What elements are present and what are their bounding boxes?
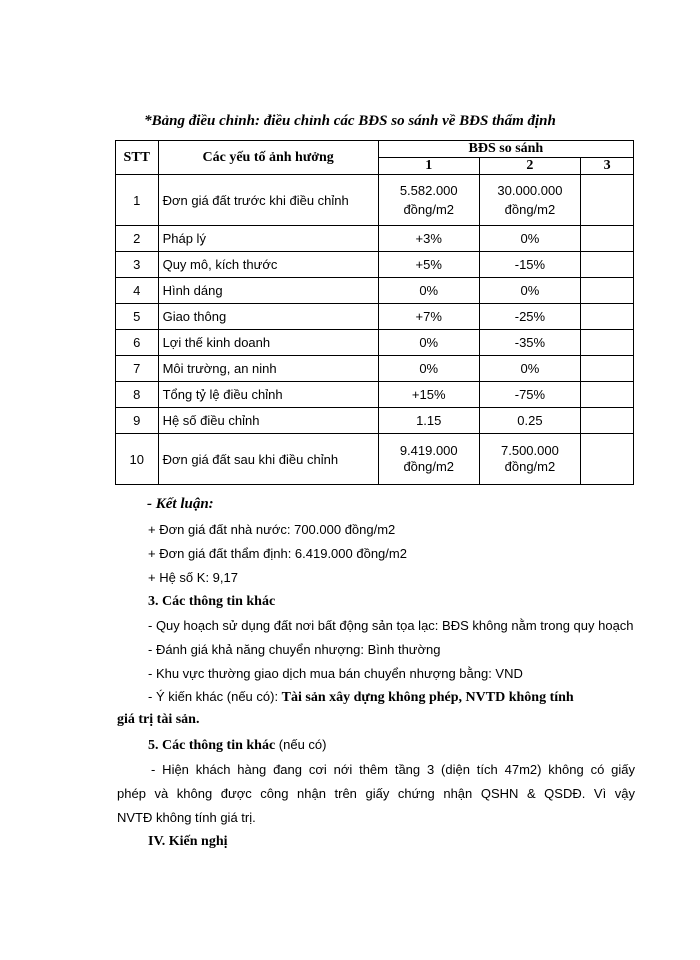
recommendation-heading: IV. Kiến nghị [148, 834, 228, 849]
row-factor: Đơn giá đất trước khi điều chỉnh [158, 175, 378, 226]
row-value-1: 0% [378, 278, 479, 304]
opinion-line [148, 689, 635, 706]
row-value-2: -35% [479, 330, 580, 356]
row-factor: Hệ số điều chỉnh [158, 408, 378, 434]
row-factor: Lợi thế kinh doanh [158, 330, 378, 356]
row-factor: Tổng tỷ lệ điều chỉnh [158, 382, 378, 408]
header-factors: Các yếu tố ảnh hưởng [158, 141, 378, 175]
row-value-2: 0% [479, 356, 580, 382]
row-value-2: 0% [479, 278, 580, 304]
row-stt: 4 [116, 278, 159, 304]
header-col-2: 2 [479, 158, 580, 175]
row-factor: Đơn giá đất sau khi điều chỉnh [158, 434, 378, 485]
row-value-1: +3% [378, 226, 479, 252]
header-comparison-group: BĐS so sánh [378, 141, 633, 158]
paragraph-line: NVTĐ không tính giá trị. [117, 810, 256, 825]
info-item: - Đánh giá khả năng chuyển nhượng: Bình thường [148, 642, 441, 657]
row-value-1: 5.582.000 đồng/m2 [378, 175, 479, 226]
row-factor: Hình dáng [158, 278, 378, 304]
conclusion-item: + Đơn giá đất thẩm định: 6.419.000 đồng/m2 [148, 546, 407, 561]
row-stt: 10 [116, 434, 159, 485]
section-5-heading: 5. Các thông tin khác [148, 738, 276, 753]
row-factor: Quy mô, kích thước [158, 252, 378, 278]
row-stt: 6 [116, 330, 159, 356]
row-value-1: 9.419.000 đồng/m2 [378, 434, 479, 485]
row-stt: 8 [116, 382, 159, 408]
opinion-prefix: - Ý kiến khác (nếu có): [148, 689, 282, 704]
section-5-heading-line [148, 737, 327, 754]
row-stt: 2 [116, 226, 159, 252]
conclusion-item: + Đơn giá đất nhà nước: 700.000 đồng/m2 [148, 522, 396, 537]
opinion-bold-2: giá trị tài sản. [117, 712, 200, 727]
info-item: - Quy hoạch sử dụng đất nơi bất động sản tọa lạc: BĐS không nằm trong quy hoạch [148, 618, 634, 633]
table-caption: *Bảng điều chỉnh: điều chỉnh các BĐS so sánh về BĐS thẩm định [144, 113, 556, 129]
conclusion-heading: - Kết luận: [147, 496, 214, 512]
row-stt: 1 [116, 175, 159, 226]
row-factor: Môi trường, an ninh [158, 356, 378, 382]
row-value-2: 30.000.000 đồng/m2 [479, 175, 580, 226]
row-stt: 9 [116, 408, 159, 434]
paragraph-line: phép và không được công nhận trên giấy chứng nhận QSHN & QSDĐ. Vì vậy [117, 786, 635, 801]
document-body [117, 0, 635, 960]
header-col-3: 3 [581, 158, 634, 175]
row-value-1: 0% [378, 356, 479, 382]
row-value-1: 0% [378, 330, 479, 356]
row-value-2: 0% [479, 226, 580, 252]
row-value-2: -75% [479, 382, 580, 408]
row-value-2: -15% [479, 252, 580, 278]
row-factor: Pháp lý [158, 226, 378, 252]
row-value-1: +7% [378, 304, 479, 330]
row-value-1: +15% [378, 382, 479, 408]
header-stt: STT [116, 141, 159, 175]
opinion-bold-1: Tài sản xây dựng không phép, NVTD không tính [281, 690, 574, 705]
header-col-1: 1 [378, 158, 479, 175]
row-stt: 5 [116, 304, 159, 330]
conclusion-item: + Hệ số K: 9,17 [148, 570, 238, 585]
row-value-1: 1.15 [378, 408, 479, 434]
row-value-1: +5% [378, 252, 479, 278]
section-3-heading: 3. Các thông tin khác [148, 594, 276, 609]
row-value-2: 7.500.000 đồng/m2 [479, 434, 580, 485]
row-value-2: 0.25 [479, 408, 580, 434]
row-value-2: -25% [479, 304, 580, 330]
paragraph-line: - Hiện khách hàng đang cơi nới thêm tầng 3 (diện tích 47m2) không có giấy [151, 762, 635, 777]
info-item: - Khu vực thường giao dịch mua bán chuyển nhượng bằng: VND [148, 666, 523, 681]
row-factor: Giao thông [158, 304, 378, 330]
row-stt: 7 [116, 356, 159, 382]
row-stt: 3 [116, 252, 159, 278]
section-5-heading-suffix: (nếu có) [275, 737, 327, 752]
